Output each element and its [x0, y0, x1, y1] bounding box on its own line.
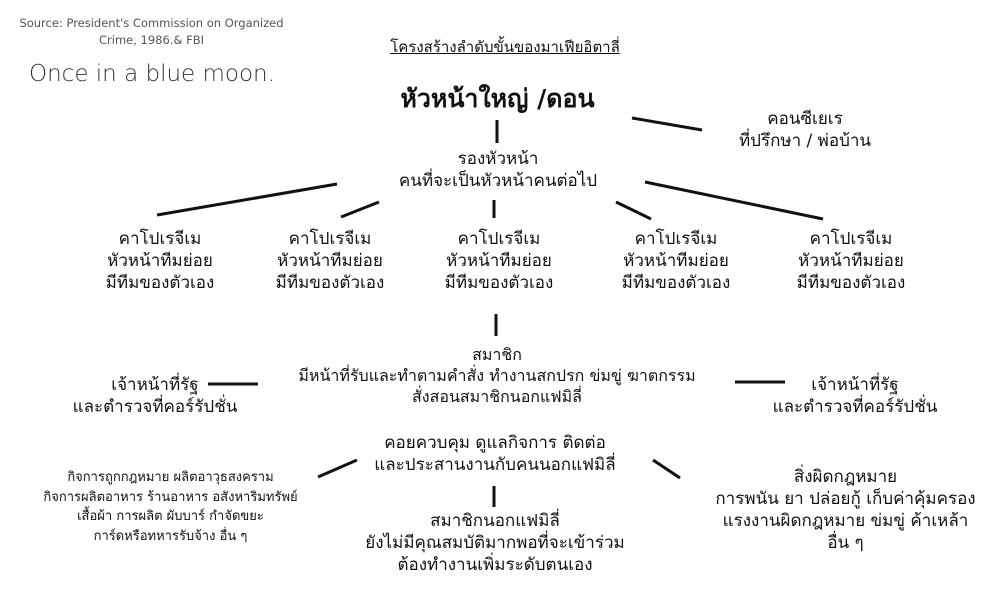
capo-line: หัวหน้าทีมย่อย	[107, 251, 213, 272]
officials-title: เจ้าหน้าที่รัฐ	[811, 375, 899, 395]
capo-line: หัวหน้าทีมย่อย	[277, 251, 383, 272]
legal-business-line: กิจการผลิตอาหาร ร้านอาหาร อสังหาริมทรัพย์	[43, 489, 298, 505]
soldiers-title: สมาชิก	[472, 345, 522, 364]
legal-business-line: กิจการถูกกฎหมาย ผลิตอาวุธสงคราม	[67, 470, 274, 485]
capo-title: คาโปเรจีเม	[809, 229, 893, 249]
associates-title: สมาชิกนอกแฟมิลี่	[430, 511, 560, 531]
capo-line: หัวหน้าทีมย่อย	[446, 251, 552, 272]
capo-line: มีทีมของตัวเอง	[105, 273, 215, 294]
officials-right-node	[755, 374, 955, 418]
legal-business-line: เสื้อผ้า การผลิต ผับบาร์ กำจัดขยะ	[77, 509, 264, 524]
legal-business-line: การ์ดหรือทหารรับจ้าง อื่น ๆ	[93, 528, 248, 544]
capo-title: คาโปเรจีเม	[118, 229, 202, 249]
capo-title: คาโปเรจีเม	[634, 229, 718, 249]
underboss-node	[372, 148, 624, 192]
source-note-line: Source: President's Commission on Organized	[19, 16, 284, 30]
officials-desc: และตำรวจที่คอร์รัปชั่น	[772, 397, 938, 418]
underboss-desc: คนที่จะเป็นหัวหน้าคนต่อไป	[398, 171, 598, 192]
underboss-title: รองหัวหน้า	[457, 149, 539, 169]
source-note-line: Crime, 1986.& FBI	[99, 32, 204, 47]
capo-node	[419, 228, 579, 294]
associates-node	[330, 510, 660, 576]
capo-line: มีทีมของตัวเอง	[275, 273, 385, 294]
capo-node	[250, 228, 410, 294]
illegal-line: การพนัน ยา ปล่อยกู้ เก็บค่าคุ้มครอง	[715, 489, 976, 510]
capo-line: หัวหน้าทีมย่อย	[623, 251, 729, 272]
control-line: คอยควบคุม ดูแลกิจการ ติดต่อ	[384, 433, 606, 453]
connector-underboss-capo-1	[157, 184, 337, 215]
associates-desc: ต้องทำงานเพิ่มระดับตนเอง	[397, 555, 593, 576]
consigliere-desc: ที่ปรึกษา / พ่อบ้าน	[738, 131, 872, 152]
officials-left-node	[55, 374, 255, 418]
connector-underboss-capo-4	[616, 202, 651, 219]
capo-title: คาโปเรจีเม	[457, 229, 541, 249]
capo-line: มีทีมของตัวเอง	[444, 273, 554, 294]
capo-line: มีทีมของตัวเอง	[621, 273, 731, 294]
connector-underboss-capo-2	[341, 202, 379, 217]
officials-desc: และตำรวจที่คอร์รัปชั่น	[72, 397, 238, 418]
soldiers-desc: มีหน้าที่รับและทำตามคำสั่ง ทำงานสกปรก ข่มขู่ ฆาตกรรม	[298, 365, 696, 385]
illegal-line: อื่น ๆ	[827, 533, 864, 554]
consigliere-node	[705, 108, 905, 152]
soldiers-desc: สั่งสอนสมาชิกนอกแฟมิลี่	[412, 386, 582, 406]
consigliere-title: คอนซีเยเร	[767, 109, 843, 129]
illegal-title: สิ่งผิดกฎหมาย	[793, 467, 898, 487]
boss-node: หัวหน้าใหญ่ /ดอน	[400, 84, 595, 113]
control-node	[340, 432, 650, 476]
associates-desc: ยังไม่มีคุณสมบัติมากพอที่จะเข้าร่วม	[365, 533, 625, 554]
illegal-node	[693, 466, 998, 554]
capo-node	[596, 228, 756, 294]
capo-title: คาโปเรจีเม	[288, 229, 372, 249]
illegal-line: แรงงานผิดกฎหมาย ข่มขู่ ค้าเหล้า	[722, 511, 969, 532]
capo-node	[80, 228, 240, 294]
legal-business-node	[18, 468, 323, 546]
source-note	[4, 15, 299, 48]
connector-control-illegal	[653, 460, 680, 478]
watermark: Once in a blue moon.	[29, 61, 275, 87]
connector-boss-consigliere	[632, 118, 702, 130]
soldiers-node	[262, 345, 732, 407]
connector-underboss-capo-5	[645, 182, 823, 219]
capo-node	[771, 228, 931, 294]
control-line: และประสานงานกับคนนอกแฟมิลี่	[374, 455, 616, 476]
capo-line: หัวหน้าทีมย่อย	[798, 251, 904, 272]
capo-line: มีทีมของตัวเอง	[796, 273, 906, 294]
officials-title: เจ้าหน้าที่รัฐ	[111, 375, 199, 395]
chart-title: โครงสร้างลำดับขั้นของมาเฟียอิตาลี่	[390, 38, 620, 56]
